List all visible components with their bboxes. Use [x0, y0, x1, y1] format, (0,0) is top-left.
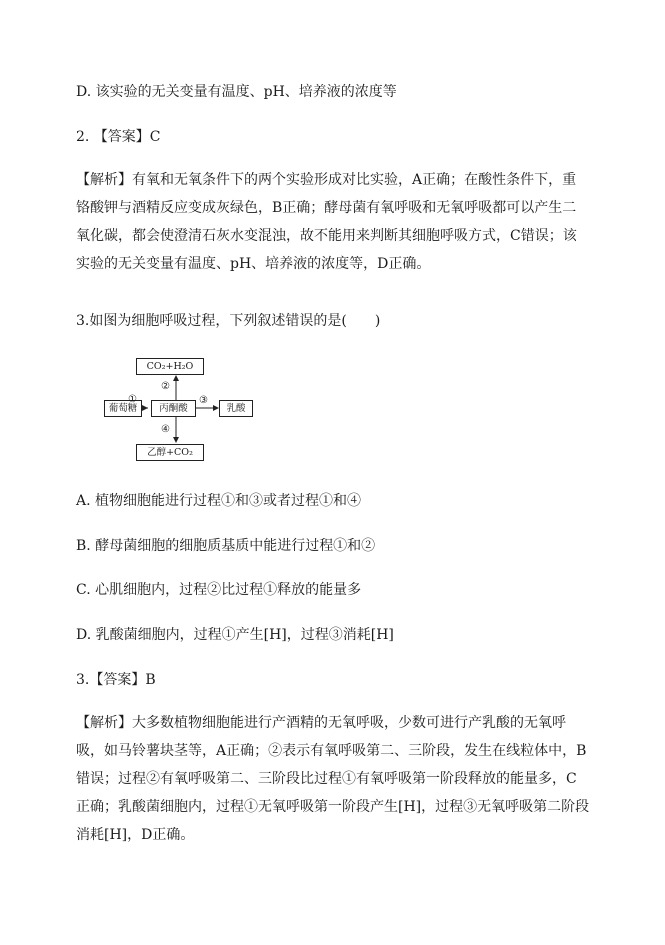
lactic-acid-box: 乳酸 — [219, 400, 253, 417]
q3-analysis-line: 正确；乳酸菌细胞内，过程①无氧呼吸第一阶段产生[H]，过程③无氧呼吸第二阶段 — [76, 799, 590, 815]
q2-analysis-line: 实验的无关变量有温度、pH、培养液的浓度等，D正确。 — [76, 256, 431, 272]
step-3-label: ③ — [199, 395, 208, 406]
q3-analysis — [76, 709, 596, 849]
co2-h2o-box: CO₂+H₂O — [136, 358, 204, 375]
step-2-label: ② — [161, 381, 170, 392]
q3-answer: 3.【答案】B — [76, 672, 156, 688]
q2-option-d: D. 该实验的无关变量有温度、pH、培养液的浓度等 — [76, 84, 397, 100]
q3-analysis-line: 吸，如马铃薯块茎等，A正确；②表示有氧呼吸第二、三阶段，发生在线粒体中，B — [76, 743, 587, 759]
glucose-box: 葡萄糖 — [104, 400, 142, 417]
q3-option-a: A. 植物细胞能进行过程①和③或者过程①和④ — [76, 493, 362, 509]
q3-analysis-line: 【解析】大多数植物细胞能进行产酒精的无氧呼吸，少数可进行产乳酸的无氧呼 — [76, 715, 566, 731]
step-4-label: ④ — [161, 424, 170, 435]
q3-option-c: C. 心肌细胞内，过程②比过程①释放的能量多 — [76, 582, 362, 598]
q3-analysis-line: 消耗[H]，D正确。 — [76, 827, 195, 843]
q2-analysis — [76, 166, 596, 278]
q3-option-b: B. 酵母菌细胞的细胞质基质中能进行过程①和② — [76, 538, 376, 554]
q2-answer: 2. 【答案】C — [76, 129, 161, 145]
q2-analysis-line: 铬酸钾与酒精反应变成灰绿色，B正确；酵母菌有氧呼吸和无氧呼吸都可以产生二 — [76, 200, 577, 216]
ethanol-co2-box: 乙醇+CO₂ — [136, 444, 204, 461]
q3-analysis-line: 错误；过程②有氧呼吸第二、三阶段比过程①有氧呼吸第一阶段释放的能量多，C — [76, 771, 577, 787]
q2-analysis-line: 氧化碳，都会使澄清石灰水变混浊，故不能用来判断其细胞呼吸方式，C错误；该 — [76, 228, 577, 244]
q3-stem: 3.如图为细胞呼吸过程，下列叙述错误的是( ) — [76, 313, 381, 329]
step-1-label: ① — [128, 394, 137, 405]
pyruvate-box: 丙酮酸 — [151, 400, 196, 417]
q2-analysis-line: 【解析】有氧和无氧条件下的两个实验形成对比实验，A正确；在酸性条件下，重 — [76, 172, 577, 188]
respiration-diagram — [104, 355, 264, 463]
q3-option-d: D. 乳酸菌细胞内，过程①产生[H]，过程③消耗[H] — [76, 627, 394, 643]
